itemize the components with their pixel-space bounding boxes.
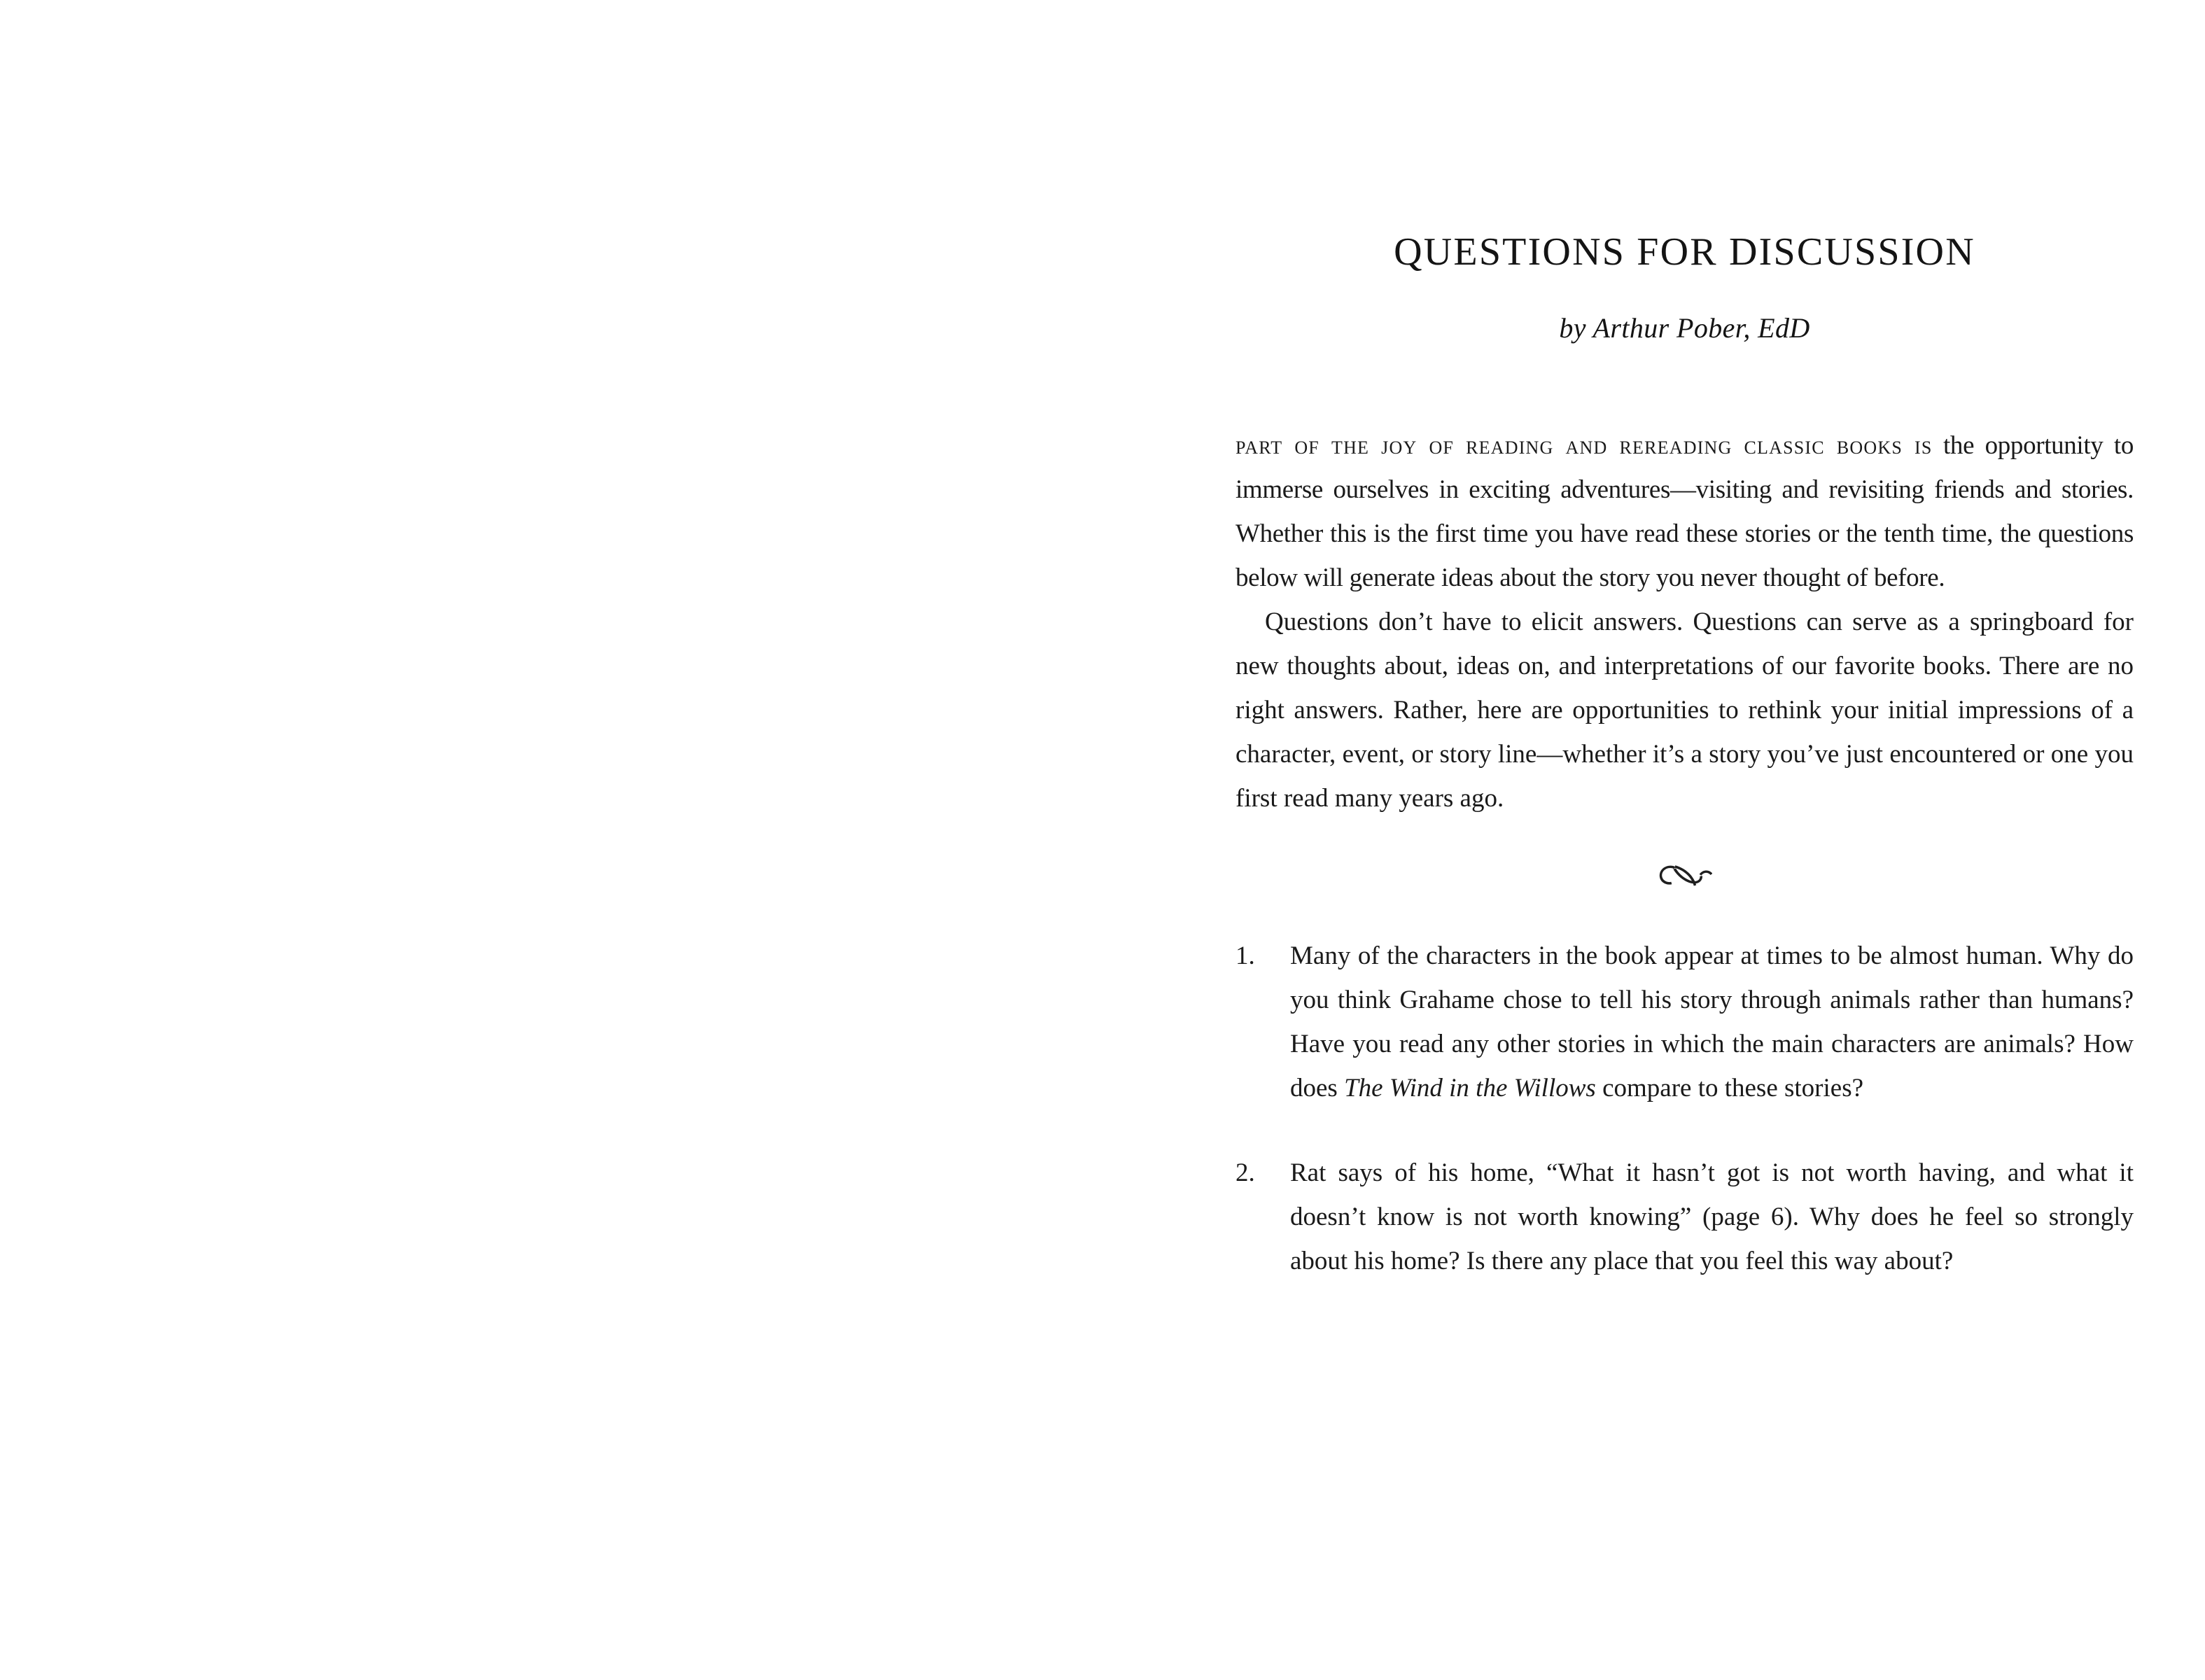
page-title: QUESTIONS FOR DISCUSSION: [1394, 230, 1975, 274]
byline: by Arthur Pober, EdD: [1559, 312, 1810, 344]
question-text-before-title: Many of the characters in the book appear at times to be almost human. Why do you think Grahame chose to tell his story through animals rather than humans? Have you read any other stories in which the main characters are animals? How does: [1290, 941, 2134, 1103]
question-number: 1.: [1236, 941, 1255, 971]
swash-flourish-icon: [1658, 870, 1712, 882]
question-item: [1236, 934, 2134, 1110]
text-block: [1236, 0, 2134, 1283]
intro-paragraph-1: [1236, 424, 2134, 600]
intro-section: [1236, 345, 2134, 820]
intro-paragraph-1-rest: the opportunity to immerse ourselves in exciting adventures—visiting and revisiting friends and stories. Whether this is the first time you have read these stories or the tenth time, the questions below will generate ideas about the story you never thought of before.: [1236, 431, 2134, 593]
page-right: [1102, 0, 2205, 1680]
question-text: [1290, 1151, 2134, 1283]
question-number: 2.: [1236, 1158, 1255, 1188]
small-caps-lead-in: part of the joy of reading and rereading classic books is: [1236, 431, 1933, 461]
book-title-italic: The Wind in the Willows: [1344, 1074, 1596, 1103]
question-text: [1290, 934, 2134, 1110]
questions-list: [1236, 934, 2134, 1283]
section-ornament: [1236, 820, 2134, 934]
question-item: [1236, 1151, 2134, 1283]
page-left-blank: [0, 0, 1102, 1680]
question-text-after-title: compare to these stories?: [1595, 1074, 1864, 1103]
question-text-before-title: Rat says of his home, “What it hasn’t got is not worth having, and what it doesn’t know is not worth knowing” (page 6). Why does he feel so strongly about his home? Is there any place that you feel this way about?: [1290, 1158, 2134, 1276]
intro-paragraph-2: Questions don’t have to elicit answers. Questions can serve as a springboard for new thoughts about, ideas on, and interpretations of our favorite books. There are no right answers. Rather, here are opportunities to rethink your initial impressions of a character, event, or story line—whether it’s a story you’ve just encountered or one you first read many years ago.: [1236, 608, 2134, 813]
